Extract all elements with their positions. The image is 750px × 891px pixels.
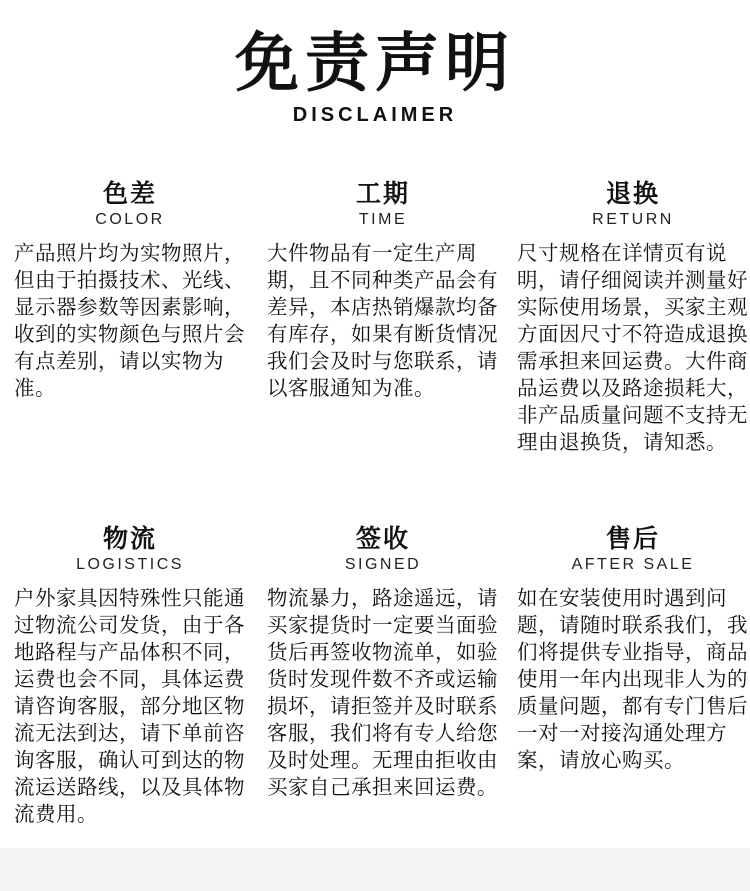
- page-title: 免责声明: [235, 27, 515, 101]
- section-text: 户外家具因特殊性只能通过物流公司发货，由于各地路程与产品体积不同，运费也会不同，具体运费请咨询客服，部分地区物流无法到达，请下单前咨询客服，确认可到达的物流运送路线，以及具体物流费用。: [14, 586, 245, 826]
- section-title-en: AFTER SALE: [571, 556, 695, 573]
- section-text: 如在安装使用时遇到问题，请随时联系我们，我们将提供专业指导，商品使用一年内出现非人为的质量问题，都有专门售后一对一对接沟通处理方案，请放心购买。: [517, 586, 748, 772]
- section-heading: [14, 180, 246, 230]
- header: [0, 28, 750, 127]
- section-text: 物流暴力，路途遥远，请买家提货时一定要当面验货后再签收物流单，如验货时发现件数不齐或运输损坏，请拒签并及时联系客服，我们将有专人给您及时处理。无理由拒收由买家自己承担来回运费。: [267, 586, 498, 799]
- section-title: 工期: [355, 179, 410, 208]
- section-return: [517, 180, 749, 456]
- section-signed: [267, 525, 499, 801]
- section-title: 签收: [355, 524, 410, 553]
- section-title-en: SIGNED: [344, 556, 422, 573]
- section-title: 退换: [605, 179, 660, 208]
- section-heading: [14, 525, 246, 575]
- section-text: 产品照片均为实物照片，但由于拍摄技术、光线、显示器参数等因素影响，收到的实物颜色与照片会有点差别，请以实物为准。: [14, 241, 245, 400]
- section-heading: [517, 525, 749, 575]
- section-heading: [267, 180, 499, 230]
- section-title: 物流: [102, 524, 157, 553]
- section-title: 售后: [605, 524, 660, 553]
- section-heading: [517, 180, 749, 230]
- section-text: 尺寸规格在详情页有说明，请仔细阅读并测量好实际使用场景，买家主观方面因尺寸不符造成退换需承担来回运费。大件商品运费以及路途损耗大，非产品质量问题不支持无理由退换货，请知悉。: [517, 241, 748, 454]
- page-subtitle: DISCLAIMER: [292, 104, 458, 126]
- footer-band: [0, 848, 750, 891]
- section-title-en: RETURN: [592, 211, 674, 228]
- section-title-en: TIME: [358, 211, 408, 228]
- section-text: 大件物品有一定生产周期，且不同种类产品会有差异，本店热销爆款均备有库存，如果有断货情况我们会及时与您联系，请以客服通知为准。: [267, 241, 498, 400]
- section-title: 色差: [102, 179, 157, 208]
- section-heading: [267, 525, 499, 575]
- section-after-sale: [517, 525, 749, 774]
- section-time: [267, 180, 499, 402]
- section-logistics: [14, 525, 246, 828]
- section-title-en: COLOR: [95, 211, 165, 228]
- section-title-en: LOGISTICS: [76, 556, 184, 573]
- section-color: [14, 180, 246, 402]
